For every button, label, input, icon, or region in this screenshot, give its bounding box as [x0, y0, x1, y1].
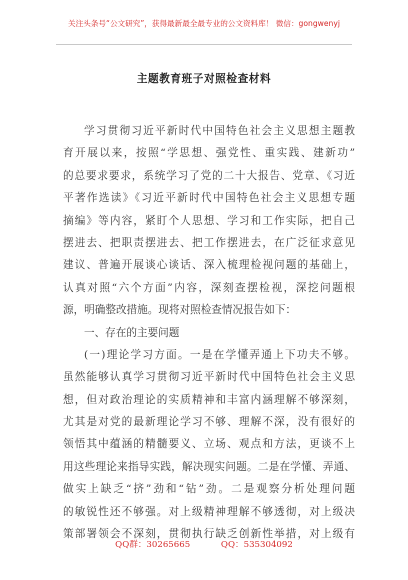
document-body	[63, 120, 355, 545]
body-line: 源，明确整改措施。现将对照检查情况报告如下：	[63, 304, 297, 317]
body-line: 建议、普遍开展谈心谈话、深入梳理检视问题的基础上，	[63, 259, 355, 272]
body-line: (一)理论学习方面。一是在学懂弄通上下功夫不够。	[84, 348, 355, 361]
body-line: 领悟其中蕴涵的精髓要义、立场、观点和方法，更谈不上	[63, 438, 355, 451]
body-line: 尤其是对党的最新理论学习不够、理解不深，没有很好的	[63, 416, 355, 429]
footer-qq-group: QQ群：30265665	[115, 540, 191, 550]
body-line: 用这些理论来指导实践，解决现实问题。二是在学懂、弄通、	[63, 460, 355, 473]
body-line: 的总要求要求，系统学习了党的二十大报告、党章、《习近	[63, 169, 355, 182]
footer-qq: QQ：535304092	[220, 540, 293, 550]
body-line: 想，但对政治理论的实质精神和丰富内涵理解不够深刻，	[63, 393, 355, 406]
body-line: 摘编》等内容，紧盯个人思想、学习和工作实际，把自己	[63, 214, 355, 227]
body-line: 的敏锐性还不够强。对上级精神理解不够透彻，对上级决	[63, 505, 355, 518]
header-banner: 关注头条号“公文研究”，获得最新最全最专业的公文资料库！ 微信：gongwenyj	[68, 19, 340, 28]
footer-contact	[0, 538, 408, 550]
header-divider	[56, 44, 352, 45]
section-heading: 一、存在的主要问题	[84, 326, 180, 339]
body-line: 策部署领会不深刻，贯彻执行缺乏创新性举措，对上级有	[63, 528, 355, 541]
body-line: 育开展以来，按照“学思想、强党性、重实践、建新功”	[63, 147, 355, 160]
body-line: 认真对照“六个方面”内容，深刻查摆检视，深挖问题根	[63, 281, 355, 294]
document-title: 主题教育班子对照检查材料	[136, 73, 272, 85]
body-line: 平著作选读》《习近平新时代中国特色社会主义思想专题	[63, 192, 355, 205]
body-line: 摆进去、把职责摆进去、把工作摆进去，在广泛征求意见	[63, 236, 355, 249]
body-line: 虽然能够认真学习贯彻习近平新时代中国特色社会主义思	[63, 371, 355, 384]
body-line: 学习贯彻习近平新时代中国特色社会主义思想主题教	[84, 125, 355, 137]
body-line: 做实上缺乏“挤”劲和“钻”劲。二是观察分析处理问题	[63, 483, 355, 496]
